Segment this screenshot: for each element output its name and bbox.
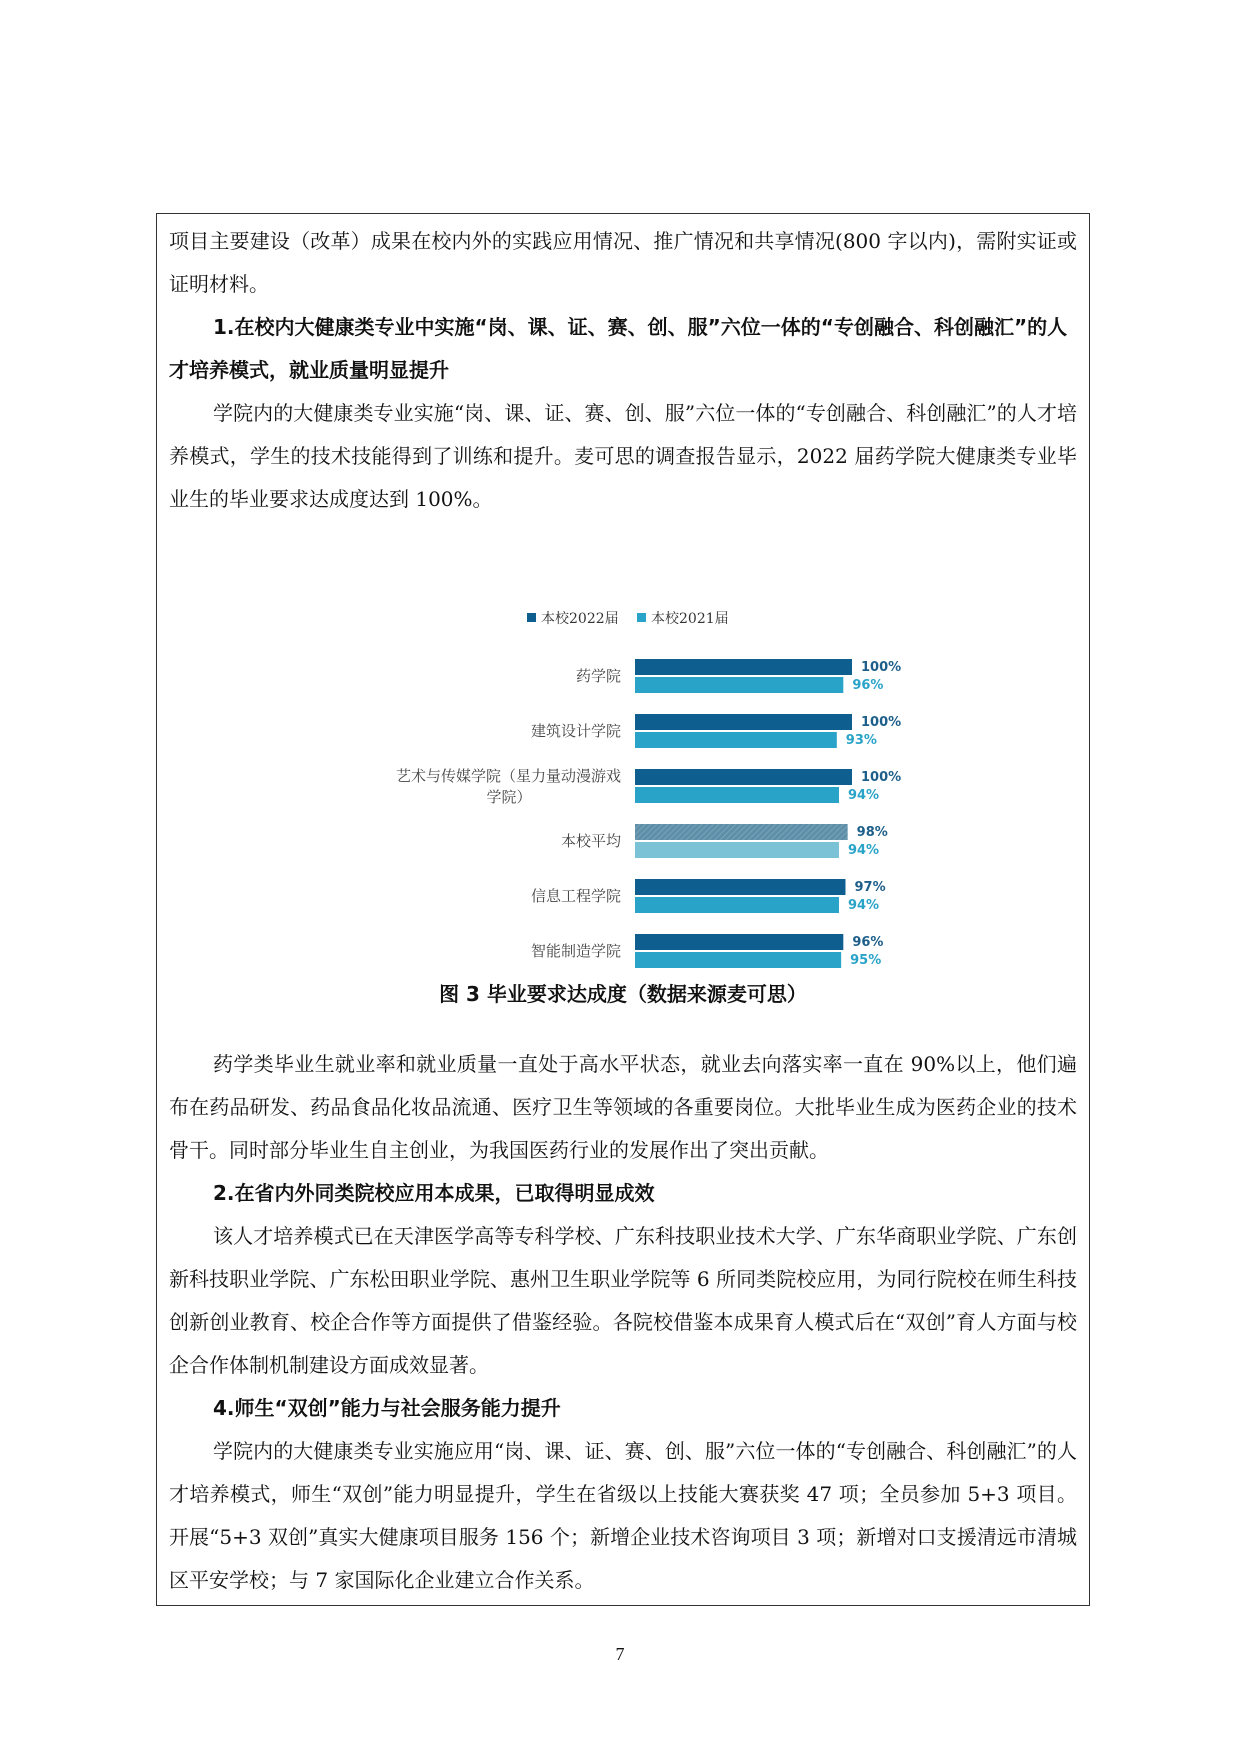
content	[169, 220, 1077, 1602]
page-number: 7	[615, 1644, 625, 1664]
category-label-5: 智能制造学院	[530, 942, 621, 960]
category-label-2-line2: 学院）	[486, 788, 532, 806]
bar-2021-3	[635, 842, 839, 858]
category-label-1: 建筑设计学院	[530, 722, 621, 740]
bar-2021-1	[635, 732, 837, 748]
section-4-paragraph: 学院内的大健康类专业实施应用“岗、课、证、赛、创、服”六位一体的“专创融合、科创融汇”的人才培养模式，师生“双创”能力明显提升，学生在省级以上技能大赛获奖 47 项；全员参加 5+3 项目。开展“5+3 双创”真实大健康项目服务 156 个；新增企业技术咨询项目 3 项；新增对口支援清远市清城区平安学校；与 7 家国际化企业建立合作关系。	[169, 1439, 1077, 1592]
legend-label-2021: 本校2021届	[651, 611, 729, 627]
section-4-heading: 4.师生“双创”能力与社会服务能力提升	[213, 1396, 561, 1420]
achievement-chart	[169, 559, 1077, 979]
intro-text: 项目主要建设（改革）成果在校内外的实践应用情况、推广情况和共享情况(800 字以内)，需附实证或证明材料。	[169, 229, 1077, 296]
chart-svg	[169, 559, 1079, 979]
figure-caption: 图 3 毕业要求达成度（数据来源麦可思）	[439, 982, 807, 1006]
section-1-heading: 1.在校内大健康类专业中实施“岗、课、证、赛、创、服”六位一体的“专创融合、科创融汇”的人才培养模式，就业质量明显提升	[169, 315, 1068, 382]
bar-2021-5	[635, 952, 841, 968]
category-label-2: 艺术与传媒学院（星力量动漫游戏	[395, 767, 621, 785]
bar-2022-5	[635, 934, 843, 950]
category-label-3: 本校平均	[560, 832, 621, 850]
section-1-paragraph-1: 学院内的大健康类专业实施“岗、课、证、赛、创、服”六位一体的“专创融合、科创融汇”的人才培养模式，学生的技术技能得到了训练和提升。麦可思的调查报告显示，2022 届药学院大健康类专业毕业生的毕业要求达成度达到 100%。	[169, 401, 1077, 511]
bar-2021-0	[635, 677, 843, 693]
bar-2022-4	[635, 879, 845, 895]
legend-label-2022: 本校2022届	[541, 611, 619, 627]
category-label-0: 药学院	[575, 667, 621, 685]
value-label-2022-3: 98%	[856, 825, 888, 840]
legend-swatch-2022	[527, 613, 536, 622]
value-label-2021-4: 94%	[847, 898, 880, 913]
value-label-2022-1: 100%	[861, 715, 902, 730]
category-label-4: 信息工程学院	[530, 887, 621, 905]
bar-2022-1	[635, 714, 852, 730]
bar-2022-2	[635, 769, 852, 785]
section-2-heading: 2.在省内外同类院校应用本成果，已取得明显成效	[213, 1181, 655, 1205]
bar-2021-4	[635, 897, 839, 913]
bar-2022-3	[635, 824, 848, 840]
value-label-2022-4: 97%	[854, 880, 886, 895]
legend-swatch-2021	[637, 613, 646, 622]
section-1-paragraph-2: 药学类毕业生就业率和就业质量一直处于高水平状态，就业去向落实率一直在 90%以上，他们遍布在药品研发、药品食品化妆品流通、医疗卫生等领域的各重要岗位。大批毕业生成为医药企业的技术骨干。同时部分毕业生自主创业，为我国医药行业的发展作出了突出贡献。	[169, 1052, 1077, 1162]
value-label-2021-1: 93%	[845, 733, 877, 748]
bar-2021-2	[635, 787, 839, 803]
value-label-2021-0: 96%	[852, 678, 884, 693]
content-frame	[156, 213, 1090, 1606]
value-label-2021-2: 94%	[847, 788, 880, 803]
value-label-2021-3: 94%	[847, 843, 880, 858]
value-label-2022-5: 96%	[852, 935, 884, 950]
bar-2022-0	[635, 659, 852, 675]
section-2-paragraph: 该人才培养模式已在天津医学高等专科学校、广东科技职业技术大学、广东华商职业学院、广东创新科技职业学院、广东松田职业学院、惠州卫生职业学院等 6 所同类院校应用，为同行院校在师生科技创新创业教育、校企合作等方面提供了借鉴经验。各院校借鉴本成果育人模式后在“双创”育人方面与校企合作体制机制建设方面成效显著。	[169, 1224, 1077, 1377]
value-label-2021-5: 95%	[850, 953, 882, 968]
value-label-2022-2: 100%	[861, 770, 902, 785]
value-label-2022-0: 100%	[861, 660, 902, 675]
